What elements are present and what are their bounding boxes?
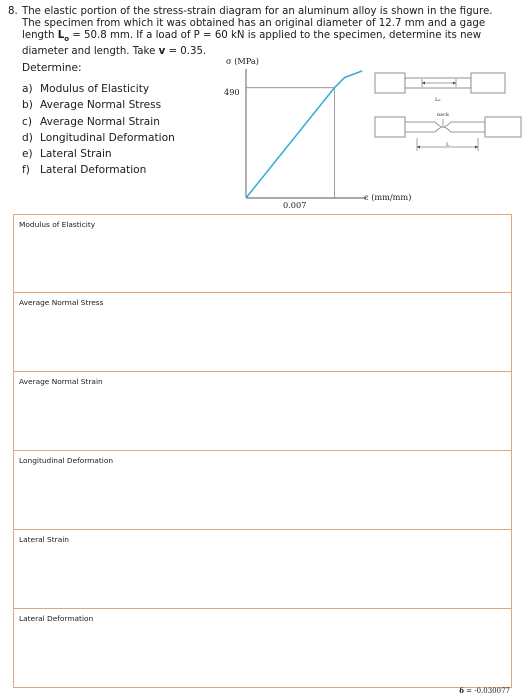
problem-number: 8. xyxy=(8,6,18,17)
answer-box-lateral-strain[interactable] xyxy=(13,530,512,609)
neck-label: neck xyxy=(437,112,450,118)
determine-item: f) Lateral Deformation xyxy=(22,164,147,177)
x-tick-label: 0.007 xyxy=(283,200,307,210)
y-axis-label: σ (MPa) xyxy=(226,56,259,66)
answer-label: Modulus of Elasticity xyxy=(19,220,96,229)
footer-symbol: δ xyxy=(459,686,464,695)
determine-item: d) Longitudinal Deformation xyxy=(22,131,175,144)
necked-specimen xyxy=(375,117,521,137)
determine-heading: Determine: xyxy=(22,62,82,74)
problem-line-3: length $L_o = 50.8$ mm. If a load of P = 60 kN is applied to the specimen, determine its new xyxy=(22,30,482,44)
answer-box-modulus[interactable] xyxy=(13,214,512,293)
determine-item: c) Average Normal Strain xyxy=(22,115,160,128)
gage-length-label: L₀ xyxy=(435,97,441,103)
answer-label: Average Normal Stress xyxy=(19,298,104,307)
problem-line-4: diameter and length. Take v = 0.35. xyxy=(22,45,207,57)
poisson-symbol: v xyxy=(158,45,166,57)
final-length-label: L xyxy=(446,142,450,148)
determine-item: a) Modulus of Elasticity xyxy=(22,83,150,95)
answer-box-longitudinal-deformation[interactable] xyxy=(13,451,512,530)
problem-line-1: The elastic portion of the stress-strain diagram for an aluminum alloy is shown in the figure. xyxy=(22,6,493,17)
answer-box-lateral-deformation[interactable] xyxy=(13,609,512,688)
answer-label: Average Normal Strain xyxy=(19,377,103,386)
specimen-illustration xyxy=(372,70,527,158)
y-tick-label: 490 xyxy=(224,87,240,97)
gage-length-symbol: L xyxy=(57,30,65,42)
answer-label: Longitudinal Deformation xyxy=(19,456,114,465)
answer-label: Lateral Strain xyxy=(19,535,69,544)
determine-list xyxy=(22,62,175,179)
answer-label: Lateral Deformation xyxy=(19,614,94,623)
specimen-drawing xyxy=(372,70,527,158)
determine-item: b) Average Normal Stress xyxy=(22,99,162,112)
stress-strain-curve xyxy=(246,71,362,198)
problem-body xyxy=(22,6,524,58)
determine-item: e) Lateral Strain xyxy=(22,148,112,161)
footer-note xyxy=(459,686,510,695)
answer-boxes xyxy=(13,214,512,688)
problem-line-2: The specimen from which it was obtained has an original diameter of 12.7 mm and a gage xyxy=(22,18,486,30)
answer-box-normal-strain[interactable] xyxy=(13,372,512,451)
x-axis-label: ϵ (mm/mm) xyxy=(364,192,412,202)
answer-box-normal-stress[interactable] xyxy=(13,293,512,372)
problem-statement xyxy=(8,6,524,58)
footer-value: = -0.030077 xyxy=(466,687,510,695)
